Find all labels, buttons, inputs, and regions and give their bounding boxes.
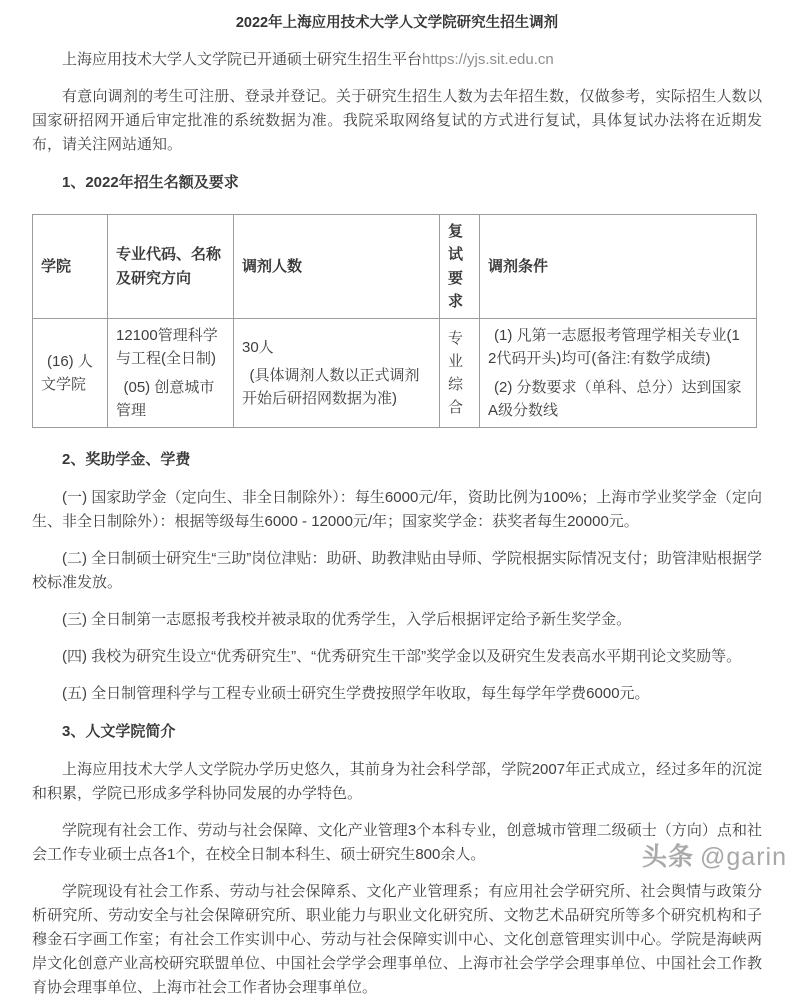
toutiao-watermark: [642, 837, 787, 873]
col-header-conditions: 调剂条件: [480, 215, 757, 319]
scholarship-item-4: (四) 我校为研究生设立“优秀研究生”、“优秀研究生干部”奖学金以及研究生发表高水平期刊论文奖励等。: [62, 648, 742, 666]
cell-major: [108, 319, 234, 428]
intro-platform-paragraph: [32, 48, 762, 72]
header-row: [33, 215, 757, 319]
section2-heading: 2、奖助学金、学费: [62, 451, 191, 469]
quota-table: [32, 214, 757, 428]
col-header-quota: 调剂人数: [234, 215, 440, 319]
scholarship-item-5: (五) 全日制管理科学与工程专业硕士研究生学费按照学年收取，每生每学年学费6000元。: [62, 685, 650, 703]
intro-platform-text: 上海应用技术大学人文学院已开通硕士研究生招生平台: [62, 51, 423, 69]
quota-table-header: [33, 215, 757, 319]
scholarship-item-2: (二) 全日制硕士研究生“三助”岗位津贴：助研、助教津贴由导师、学院根据实际情况支付；助管津贴根据学校标准发放。: [32, 550, 762, 592]
intro-history-paragraph: 上海应用技术大学人文学院办学历史悠久，其前身为社会科学部，学院2007年正式成立，经过多年的沉淀和积累，学院已形成多学科协同发展的办学特色。: [32, 761, 762, 803]
cell-conditions: [480, 319, 757, 428]
scholarship-item-3: (三) 全日制第一志愿报考我校并被录取的优秀学生，入学后根据评定给予新生奖学金。: [62, 611, 632, 629]
intro-programs-paragraph: 学院现有社会工作、劳动与社会保障、文化产业管理3个本科专业，创意城市管理二级硕士（方向）点和社会工作专业硕士点各1个，在校全日制本科生、硕士研究生800余人。: [32, 822, 762, 864]
major-direction-line: (05) 创意城市管理: [116, 378, 215, 419]
page-title: 2022年上海应用技术大学人文学院研究生招生调剂: [235, 15, 559, 31]
cell-quota: [234, 319, 440, 428]
cell-retest: 专业综合: [440, 319, 480, 428]
quota-note: (具体调剂人数以正式调剂开始后研招网数据为准): [242, 367, 420, 408]
section3-heading: 3、人文学院简介: [62, 723, 176, 741]
condition-item-2: (2) 分数要求（单科、总分）达到国家A级分数线: [488, 378, 742, 419]
cell-college: [33, 319, 108, 428]
table-row: [33, 319, 757, 428]
condition-item-1: (1) 凡第一志愿报考管理学相关专业(12代码开头)均可(备注:有数学成绩): [488, 327, 740, 368]
college-value: (16) 人文学院: [41, 352, 93, 394]
intro-note-paragraph: 有意向调剂的考生可注册、登录并登记。关于研究生招生人数为去年招生数，仅做参考，实际招生人数以国家研招网开通后审定批准的系统数据为准。我院采取网络复试的方式进行复试，具体复试办法将在近期发布，请关注网站通知。: [32, 88, 762, 154]
col-header-retest: 复试要求: [440, 215, 480, 319]
scholarship-item-1: (一) 国家助学金（定向生、非全日制除外）：每生6000元/年，资助比例为100%；上海市学业奖学金（定向生、非全日制除外）：根据等级每生6000 - 12000元/年；国家奖学金：获奖者每生20000元。: [32, 489, 762, 531]
intro-departments-paragraph: 学院现设有社会工作系、劳动与社会保障系、文化产业管理系；有应用社会学研究所、社会舆情与政策分析研究所、劳动安全与社会保障研究所、职业能力与职业文化研究所、文物艺术品研究所等多个研究机构和子穆金石字画工作室；有社会工作实训中心、劳动与社会保障实训中心、文化创意管理实训中心。学院是海峡两岸文化创意产业高校研究联盟单位、中国社会学学会理事单位、上海市社会学学会理事单位、中国社会工作教育协会理事单位、上海市社会工作者协会理事单位。: [32, 883, 762, 997]
watermark-handle: @garin: [700, 843, 787, 871]
section1-heading: 1、2022年招生名额及要求: [62, 174, 239, 192]
col-header-major: 专业代码、名称及研究方向: [108, 215, 234, 319]
toutiao-logo-text: 头条: [642, 843, 695, 871]
quota-number: 30人: [242, 338, 274, 356]
col-header-college: 学院: [33, 215, 108, 319]
platform-url-link[interactable]: https://yjs.sit.edu.cn: [422, 51, 554, 69]
quota-table-body: [33, 319, 757, 428]
major-code-line: 12100管理科学与工程(全日制): [116, 327, 218, 368]
